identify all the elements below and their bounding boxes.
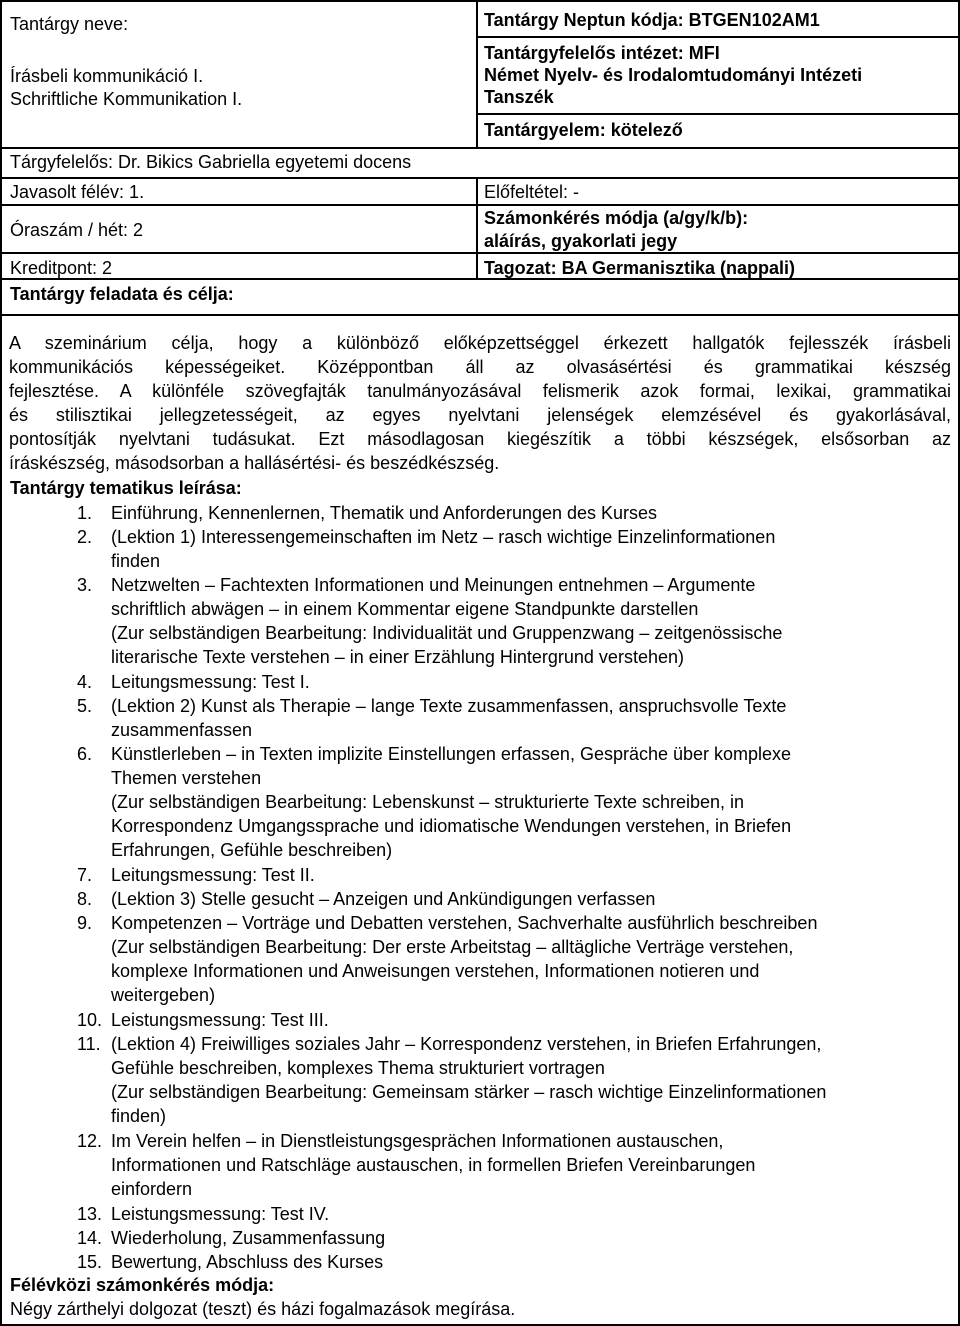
topic-text: Netzwelten – Fachtexten Informationen und Meinungen entnehmen – Argumente bbox=[111, 575, 756, 595]
recommended-semester: Javasolt félév: 1. bbox=[10, 182, 145, 202]
topic-number: 8. bbox=[77, 889, 93, 909]
topic-text: (Lektion 2) Kunst als Therapie – lange Texte zusammenfassen, anspruchsvolle Texte bbox=[111, 696, 787, 716]
topic-text: weitergeben) bbox=[111, 985, 216, 1005]
hours-row-divider bbox=[0, 204, 960, 206]
topic-text: Themen verstehen bbox=[111, 768, 262, 788]
topic-number: 15. bbox=[77, 1252, 103, 1272]
study-program: Tagozat: BA Germanisztika (nappali) bbox=[484, 258, 796, 278]
topic-number: 11. bbox=[77, 1034, 101, 1054]
subject-name-hu: Írásbeli kommunikáció I. bbox=[10, 66, 204, 86]
midterm-assessment-text: Négy zárthelyi dolgozat (teszt) és házi fogalmazások megírása. bbox=[10, 1299, 516, 1319]
topic-text: (Lektion 1) Interessengemeinschaften im Netz – rasch wichtige Einzelinformationen bbox=[111, 527, 776, 547]
weekly-hours: Óraszám / hét: 2 bbox=[10, 220, 144, 240]
topic-text: (Zur selbständigen Bearbeitung: Der erste Arbeitstag – alltägliche Verträge verstehen, bbox=[111, 937, 794, 957]
neptun-code: Tantárgy Neptun kódja: BTGEN102AM1 bbox=[484, 10, 820, 30]
topic-text: schriftlich abwägen – in einem Kommentar eigene Standpunkte darstellen bbox=[111, 599, 699, 619]
topic-number: 1. bbox=[77, 503, 93, 523]
topic-text: Gefühle beschreiben, komplexes Thema strukturiert vortragen bbox=[111, 1058, 605, 1078]
topic-number: 14. bbox=[77, 1228, 103, 1248]
topic-text: Leitungsmessung: Test I. bbox=[111, 672, 310, 692]
table-border-top bbox=[0, 0, 960, 2]
topic-text: (Zur selbständigen Bearbeitung: Individualität und Gruppenzwang – zeitgenössische bbox=[111, 623, 783, 643]
prerequisite: Előfeltétel: - bbox=[484, 182, 580, 202]
topic-text: literarische Texte verstehen – in einer Erzählung Hintergrund verstehen) bbox=[111, 647, 684, 667]
topic-number: 13. bbox=[77, 1204, 103, 1224]
goal-heading: Tantárgy feladata és célja: bbox=[10, 284, 234, 304]
topic-text: Im Verein helfen – in Dienstleistungsgesprächen Informationen austauschen, bbox=[111, 1131, 724, 1151]
topic-text: zusammenfassen bbox=[111, 720, 253, 740]
topic-text: Einführung, Kennenlernen, Thematik und Anforderungen des Kurses bbox=[111, 503, 658, 523]
goal-paragraph-line: íráskészség, másodsorban a hallásértési- és beszédkészség. bbox=[9, 453, 500, 473]
info-column-divider bbox=[476, 178, 478, 280]
topic-text: Korrespondenz Umgangssprache und idiomatische Wendungen verstehen, in Briefen bbox=[111, 816, 792, 836]
topic-number: 2. bbox=[77, 527, 93, 547]
topic-text: Künstlerleben – in Texten implizite Einstellungen erfassen, Gespräche über komplexe bbox=[111, 744, 792, 764]
responsible-person: Tárgyfelelős: Dr. Bikics Gabriella egyetemi docens bbox=[10, 152, 412, 172]
credit-points: Kreditpont: 2 bbox=[10, 258, 113, 278]
subject-label: Tantárgy neve: bbox=[10, 14, 129, 34]
goal-paragraph-line: A szeminárium célja, hogy a különböző előképzettséggel érkezett hallgatók fejlesszék írásbeli bbox=[9, 333, 951, 353]
topic-text: (Zur selbständigen Bearbeitung: Lebenskunst – strukturierte Texte schreiben, in bbox=[111, 792, 745, 812]
topic-number: 12. bbox=[77, 1131, 103, 1151]
institute-line-3: Tanszék bbox=[484, 87, 554, 107]
subject-element: Tantárgyelem: kötelező bbox=[484, 120, 683, 140]
topic-text: (Zur selbständigen Bearbeitung: Gemeinsam stärker – rasch wichtige Einzelinformationen bbox=[111, 1082, 827, 1102]
topic-number: 4. bbox=[77, 672, 93, 692]
topic-number: 9. bbox=[77, 913, 93, 933]
topic-text: Erfahrungen, Gefühle beschreiben) bbox=[111, 840, 393, 860]
goal-paragraph-line: pontosítják nyelvtani tudásukat. Ezt másodlagosan kiegészítik a többi készségek, elsősorban az bbox=[9, 429, 951, 449]
table-border-left bbox=[0, 0, 2, 1326]
topic-text: (Lektion 3) Stelle gesucht – Anzeigen und Ankündigungen verfassen bbox=[111, 889, 656, 909]
topic-text: Bewertung, Abschluss des Kurses bbox=[111, 1252, 384, 1272]
goal-paragraph-line: kommunikációs képességeiket. Középpontban áll az olvasásértési és grammatikai készség bbox=[9, 357, 951, 377]
topic-text: Leitungsmessung: Test II. bbox=[111, 865, 315, 885]
topic-number: 7. bbox=[77, 865, 93, 885]
topic-text: Leistungsmessung: Test IV. bbox=[111, 1204, 330, 1224]
goal-paragraph-line: és stilisztikai jellegzetességeit, az egyes nyelvtani jelenségek elemzésével és gyakorlásával, bbox=[9, 405, 951, 425]
topic-text: komplexe Informationen und Anweisungen verstehen, Informationen notieren und bbox=[111, 961, 760, 981]
topic-text: Informationen und Ratschläge austauschen, in formellen Briefen Vereinbarungen bbox=[111, 1155, 756, 1175]
institute-line-2: Német Nyelv- és Irodalomtudományi Intézeti bbox=[484, 65, 863, 85]
header-column-divider bbox=[476, 0, 478, 148]
topic-number: 6. bbox=[77, 744, 93, 764]
topic-text: finden bbox=[111, 551, 161, 571]
institute-line-1: Tantárgyfelelős intézet: MFI bbox=[484, 43, 720, 63]
topic-text: (Lektion 4) Freiwilliges soziales Jahr – Korrespondenz verstehen, in Briefen Erfahrungen, bbox=[111, 1034, 822, 1054]
goal-heading-row-divider bbox=[0, 278, 960, 280]
topic-text: Wiederholung, Zusammenfassung bbox=[111, 1228, 386, 1248]
goal-row-divider bbox=[0, 314, 960, 316]
topic-text: finden) bbox=[111, 1106, 167, 1126]
topics-heading: Tantárgy tematikus leírása: bbox=[10, 478, 242, 498]
midterm-assessment-heading: Félévközi számonkérés módja: bbox=[10, 1275, 275, 1295]
assessment-type-value: aláírás, gyakorlati jegy bbox=[484, 231, 678, 251]
topic-number: 5. bbox=[77, 696, 93, 716]
topic-text: Leistungsmessung: Test III. bbox=[111, 1010, 329, 1030]
header-row-divider bbox=[476, 36, 960, 38]
topic-number: 10. bbox=[77, 1010, 103, 1030]
credits-row-divider bbox=[0, 252, 960, 254]
subject-name-de: Schriftliche Kommunikation I. bbox=[10, 89, 243, 109]
assessment-type-label: Számonkérés módja (a/gy/k/b): bbox=[484, 208, 749, 228]
topic-text: einfordern bbox=[111, 1179, 193, 1199]
topic-number: 3. bbox=[77, 575, 93, 595]
element-row-divider bbox=[476, 113, 960, 115]
goal-paragraph-line: fejlesztése. A különféle szövegfajták tanulmányozásával felismerik azok formai, lexikai, grammatikai bbox=[9, 381, 951, 401]
semester-row-divider bbox=[0, 177, 960, 179]
responsible-row-divider bbox=[0, 147, 960, 149]
topic-text: Kompetenzen – Vorträge und Debatten verstehen, Sachverhalte ausführlich beschreiben bbox=[111, 913, 818, 933]
